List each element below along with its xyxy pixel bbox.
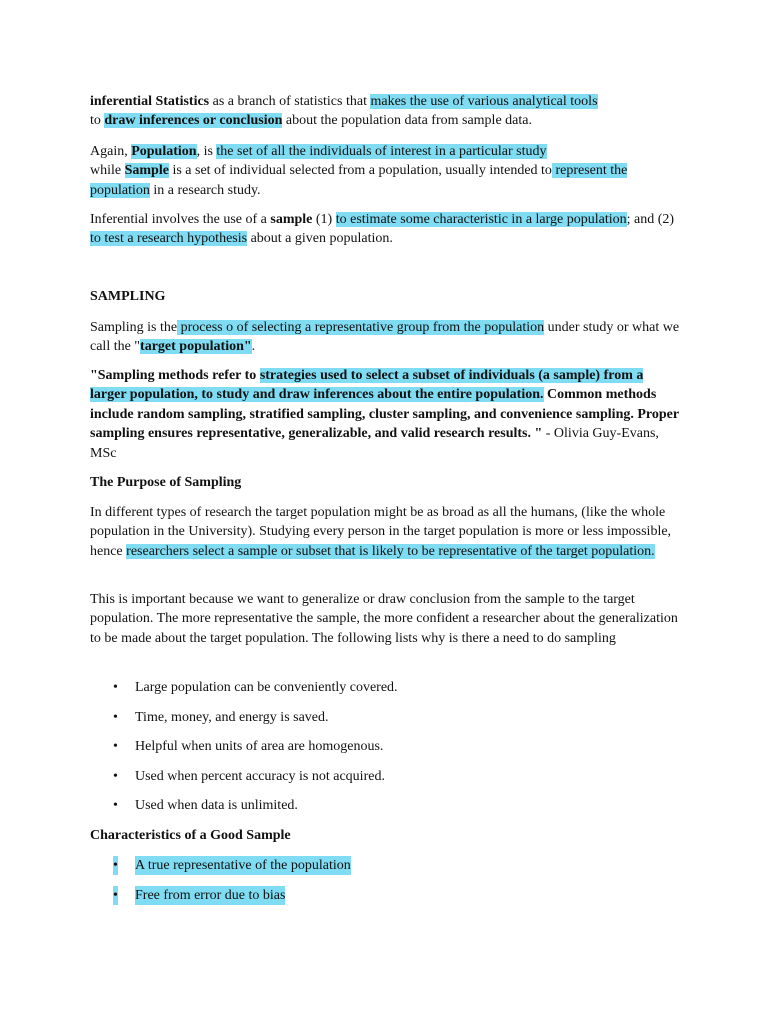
highlight: to test a research hypothesis xyxy=(90,231,248,247)
highlight: A true representative of the population xyxy=(135,856,351,875)
highlight: process o of selecting a representative group from the population xyxy=(177,320,545,335)
bullet-icon: • xyxy=(113,709,118,725)
highlight: draw inferences or conclusion xyxy=(104,113,283,129)
term-population: Population xyxy=(131,144,197,159)
paragraph-inferential-uses: Inferential involves the use of a sample (1) to estimate some characteristic in a large population; and (2) to test a research hypothesis about a given population. xyxy=(90,212,675,247)
heading-purpose-of-sampling: The Purpose of Sampling xyxy=(90,475,242,490)
bullet-icon: • xyxy=(113,798,118,813)
bullet-icon: • xyxy=(113,886,118,905)
highlight: Free from error due to bias xyxy=(135,886,285,905)
quote-sampling-methods: "Sampling methods refer to strategies used to select a subset of individuals (a sample) from a larger population, to study and draw inferences about the entire population. Common methods include random sampling, stratified sampling, cluster sampling, and convenience sampling. Proper sampling ensures representative, generalizable, and valid research results. " - Olivia Guy-Evans, MSc xyxy=(90,368,679,461)
paragraph-importance: This is important because we want to generalize or draw conclusion from the sample to the target population. The more representative the sample, the more confident a researcher about the generalization to be made about the target population. The following lists why is there a need to do sampling xyxy=(90,592,678,646)
highlight: makes the use of various analytical tools xyxy=(370,94,598,109)
highlight: represent the population xyxy=(90,163,628,198)
highlight: strategies used to select a subset of individuals (a sample) from a larger population, to study and draw inferences about the entire population. xyxy=(90,368,644,403)
bullet-icon: • xyxy=(113,680,118,695)
list-item xyxy=(90,886,650,906)
bullet-icon: • xyxy=(113,856,118,875)
paragraph-population-sample: Again, Population, is the set of all the individuals of interest in a particular study while Sample is a set of individual selected from a population, usually intended to represent the population in a research study. xyxy=(90,144,628,198)
paragraph-target-population: In different types of research the target population might be as broad as all the humans, (like the whole population in the University). Studying every person in the target population is more or less impossible, hence researchers select a sample or subset that is likely to be representative of the target population. xyxy=(90,505,672,559)
quote-attribution: - Olivia Guy-Evans, MSc xyxy=(90,426,659,461)
highlight: the set of all the individuals of interest in a particular study xyxy=(216,144,547,159)
list-item: • Helpful when units of area are homogenous. xyxy=(90,737,650,757)
list-item: • Time, money, and energy is saved. xyxy=(90,708,650,728)
highlight: target population" xyxy=(140,339,252,355)
heading-characteristics: Characteristics of a Good Sample xyxy=(90,828,291,843)
list-item: • Large population can be conveniently covered. xyxy=(90,678,650,698)
highlight: researchers select a sample or subset that is likely to be representative of the target population. xyxy=(126,543,655,559)
bullet-icon: • xyxy=(113,739,118,754)
term-inferential-statistics: inferential Statistics xyxy=(90,94,210,109)
list-item: • Used when percent accuracy is not acquired. xyxy=(90,767,650,787)
paragraph-sampling-definition: Sampling is the process o of selecting a representative group from the population under study or what we call the "target population". xyxy=(90,320,680,355)
bullet-icon: • xyxy=(113,768,118,784)
heading-sampling: SAMPLING xyxy=(90,289,166,304)
highlight: to estimate some characteristic in a large population xyxy=(335,212,627,227)
list-item: • Used when data is unlimited. xyxy=(90,796,650,816)
paragraph-inferential-statistics: inferential Statistics as a branch of statistics that makes the use of various analytical tools to draw inferences or conclusion about the population data from sample data. xyxy=(90,94,598,129)
list-item xyxy=(90,856,650,876)
term-sample: Sample xyxy=(124,163,169,179)
